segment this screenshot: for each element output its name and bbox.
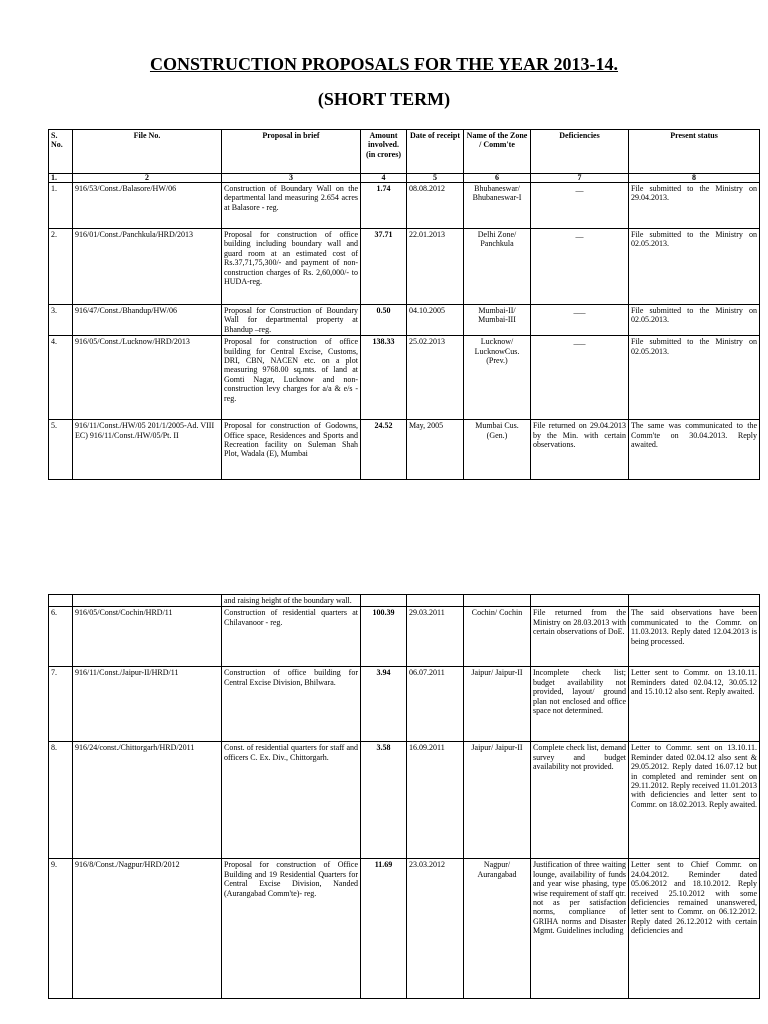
cell-sno: 9. — [49, 859, 73, 999]
cell-deficiencies: Complete check list, demand survey and budget availability not provided. — [531, 742, 629, 859]
page-title: CONSTRUCTION PROPOSALS FOR THE YEAR 2013-14. — [149, 54, 619, 74]
proposals-table-page-2 — [48, 594, 760, 999]
index-cell: 2 — [73, 174, 222, 183]
cell-file-no: 916/8/Const./Nagpur/HRD/2012 — [73, 859, 222, 999]
header-status: Present status — [629, 130, 760, 174]
table-row — [49, 420, 760, 480]
cell-amount: 24.52 — [361, 420, 407, 480]
cell-deficiencies: __ — [531, 183, 629, 229]
cell-amount: 138.33 — [361, 336, 407, 420]
header-proposal: Proposal in brief — [222, 130, 361, 174]
cell-proposal: Construction of Boundary Wall on the departmental land measuring 2.654 acres at Balasore - reg. — [222, 183, 361, 229]
proposals-table-page-1 — [48, 129, 760, 480]
cell-date: 25.02.2013 — [407, 336, 464, 420]
cell-zone: Lucknow/ LucknowCus. (Prev.) — [464, 336, 531, 420]
cell-sno: 1. — [49, 183, 73, 229]
cell-date: 08.08.2012 — [407, 183, 464, 229]
cell-proposal: Proposal for construction of Godowns, Office space, Residences and Sports and Recreation facility on Suleman Shah Plot, Wadala (E), Mumbai — [222, 420, 361, 480]
cell-deficiencies: Justification of three waiting lounge, availability of funds and year wise phasing, type wise requirement of staff qtr. not as per satisfaction norms, compliance of GRIHA norms and Disaster Mgmt. Guidelines including — [531, 859, 629, 999]
table-row — [49, 305, 760, 336]
index-cell: 7 — [531, 174, 629, 183]
header-date: Date of receipt — [407, 130, 464, 174]
cell-status: Letter to Commr. sent on 13.10.11. Reminder dated 02.04.12 also sent & 29.05.2012. Reply dated 16.07.12 but in completed and reminder sent on 29.11.2012. Reply received 11.01.2013 with deficiencies and letter sent to Commr. on 18.02.2013. Reply awaited. — [629, 742, 760, 859]
cell-file-no: 916/53/Const./Balasore/HW/06 — [73, 183, 222, 229]
index-cell: 6 — [464, 174, 531, 183]
header-file-no: File No. — [73, 130, 222, 174]
cell-sno: 7. — [49, 667, 73, 742]
table-row — [49, 742, 760, 859]
table-row — [49, 183, 760, 229]
cell-status: The same was communicated to the Comm'te on 30.04.2013. Reply awaited. — [629, 420, 760, 480]
cell-file-no: 916/11/Const./Jaipur-II/HRD/11 — [73, 667, 222, 742]
cell-deficiencies: ___ — [531, 305, 629, 336]
cell-date: 22.01.2013 — [407, 229, 464, 305]
cell-file-no: 916/47/Const./Bhandup/HW/06 — [73, 305, 222, 336]
index-cell: 3 — [222, 174, 361, 183]
cell-date: 06.07.2011 — [407, 667, 464, 742]
cell-deficiencies: ___ — [531, 336, 629, 420]
table-body-page-1 — [49, 183, 760, 480]
index-cell: 1. — [49, 174, 73, 183]
cell-zone: Cochin/ Cochin — [464, 607, 531, 667]
cell-date: 29.03.2011 — [407, 607, 464, 667]
cell-file-no: 916/11/Const./HW/05 201/1/2005-Ad. VIII EC) 916/11/Const./HW/05/Pt. II — [73, 420, 222, 480]
index-cell: 8 — [629, 174, 760, 183]
cell-sno: 2. — [49, 229, 73, 305]
table-header-row — [49, 130, 760, 174]
cell-date: 16.09.2011 — [407, 742, 464, 859]
cell-date: 23.03.2012 — [407, 859, 464, 999]
cell-proposal: Construction of office building for Central Excise Division, Bhilwara. — [222, 667, 361, 742]
column-index-row — [49, 174, 760, 183]
header-sno: S. No. — [49, 130, 73, 174]
cell-sno: 4. — [49, 336, 73, 420]
table-row — [49, 667, 760, 742]
cell-zone: Bhubaneswar/ Bhubaneswar-I — [464, 183, 531, 229]
cell-zone: Mumbai Cus. (Gen.) — [464, 420, 531, 480]
cell-proposal: Proposal for construction of office building including boundary wall and guard room at an estimated cost of Rs.37,71,75,300/- and payment of non-construction charges of Rs. 2,60,000/- to HUDA-reg. — [222, 229, 361, 305]
cell-zone: Jaipur/ Jaipur-II — [464, 667, 531, 742]
cell-zone: Nagpur/ Aurangabad — [464, 859, 531, 999]
cell-proposal: Proposal for construction of Office Building and 19 Residential Quarters for Central Excise Division, Nanded (Aurangabad Comm'te)- reg. — [222, 859, 361, 999]
cell-date: 04.10.2005 — [407, 305, 464, 336]
cell-deficiencies: Incomplete check list; budget availability not provided, layout/ ground plan not enclosed and office space not determined. — [531, 667, 629, 742]
continuation-row — [49, 595, 760, 607]
cell-amount: 37.71 — [361, 229, 407, 305]
cell-status: Letter sent to Commr. on 13.10.11. Reminders dated 02.04.12, 30.05.12 and 15.10.12 also sent. Reply awaited. — [629, 667, 760, 742]
cell-deficiencies: File returned from the Ministry on 28.03.2013 with certain observations of DoE. — [531, 607, 629, 667]
cell-file-no: 916/05/Const./Lucknow/HRD/2013 — [73, 336, 222, 420]
cell-status: The said observations have been communicated to the Commr. on 11.03.2013. Reply dated 12.04.2013 is being processed. — [629, 607, 760, 667]
index-cell: 4 — [361, 174, 407, 183]
table-body-page-2 — [49, 595, 760, 999]
cell-status: File submitted to the Ministry on 02.05.2013. — [629, 336, 760, 420]
cell-sno: 5. — [49, 420, 73, 480]
cell-proposal: Proposal for construction of office building for Central Excise, Customs, DRI, CBN, NACEN etc. on a plot measuring 9768.00 sq.mts. of land at Gomti Nagar, Lucknow and non-construction levy charges for a/a & e/s - reg. — [222, 336, 361, 420]
cell-date: May, 2005 — [407, 420, 464, 480]
cell-file-no: 916/05/Const/Cochin/HRD/11 — [73, 607, 222, 667]
table-row — [49, 859, 760, 999]
cell-zone: Delhi Zone/ Panchkula — [464, 229, 531, 305]
cell-sno: 8. — [49, 742, 73, 859]
cell-amount: 11.69 — [361, 859, 407, 999]
index-cell: 5 — [407, 174, 464, 183]
cell-status: File submitted to the Ministry on 29.04.2013. — [629, 183, 760, 229]
header-amount: Amount involved. (in crores) — [361, 130, 407, 174]
table-row — [49, 229, 760, 305]
cell-zone: Mumbai-II/ Mumbai-III — [464, 305, 531, 336]
cell-amount: 1.74 — [361, 183, 407, 229]
cell-status: File submitted to the Ministry on 02.05.2013. — [629, 305, 760, 336]
cell-amount: 3.94 — [361, 667, 407, 742]
cell-amount: 100.39 — [361, 607, 407, 667]
header-deficiencies: Deficiencies — [531, 130, 629, 174]
cell-proposal: Construction of residential quarters at Chilavanoor - reg. — [222, 607, 361, 667]
cell-proposal: Proposal for Construction of Boundary Wall for departmental property at Bhandup –reg. — [222, 305, 361, 336]
header-zone: Name of the Zone / Comm'te — [464, 130, 531, 174]
page-subtitle: (SHORT TERM) — [317, 89, 451, 109]
cell-status: File submitted to the Ministry on 02.05.2013. — [629, 229, 760, 305]
cell-deficiencies: File returned on 29.04.2013 by the Min. with certain observations. — [531, 420, 629, 480]
cell-amount: 3.58 — [361, 742, 407, 859]
table-row — [49, 336, 760, 420]
cell-zone: Jaipur/ Jaipur-II — [464, 742, 531, 859]
cell-file-no: 916/01/Const./Panchkula/HRD/2013 — [73, 229, 222, 305]
continuation-proposal: and raising height of the boundary wall. — [222, 595, 361, 607]
cell-sno: 6. — [49, 607, 73, 667]
cell-file-no: 916/24/const./Chittorgarh/HRD/2011 — [73, 742, 222, 859]
cell-proposal: Const. of residential quarters for staff and officers C. Ex. Div., Chittorgarh. — [222, 742, 361, 859]
cell-deficiencies: __ — [531, 229, 629, 305]
cell-sno: 3. — [49, 305, 73, 336]
cell-amount: 0.50 — [361, 305, 407, 336]
cell-status: Letter sent to Chief Commr. on 24.04.2012. Reminder dated 05.06.2012 and 18.10.2012. Reply received 25.10.2012 with some deficiencies remained unanswered, letter sent to Commr. on 06.12.2012. Reply dated 26.12.2012 with certain deficiencies and — [629, 859, 760, 999]
table-row — [49, 607, 760, 667]
